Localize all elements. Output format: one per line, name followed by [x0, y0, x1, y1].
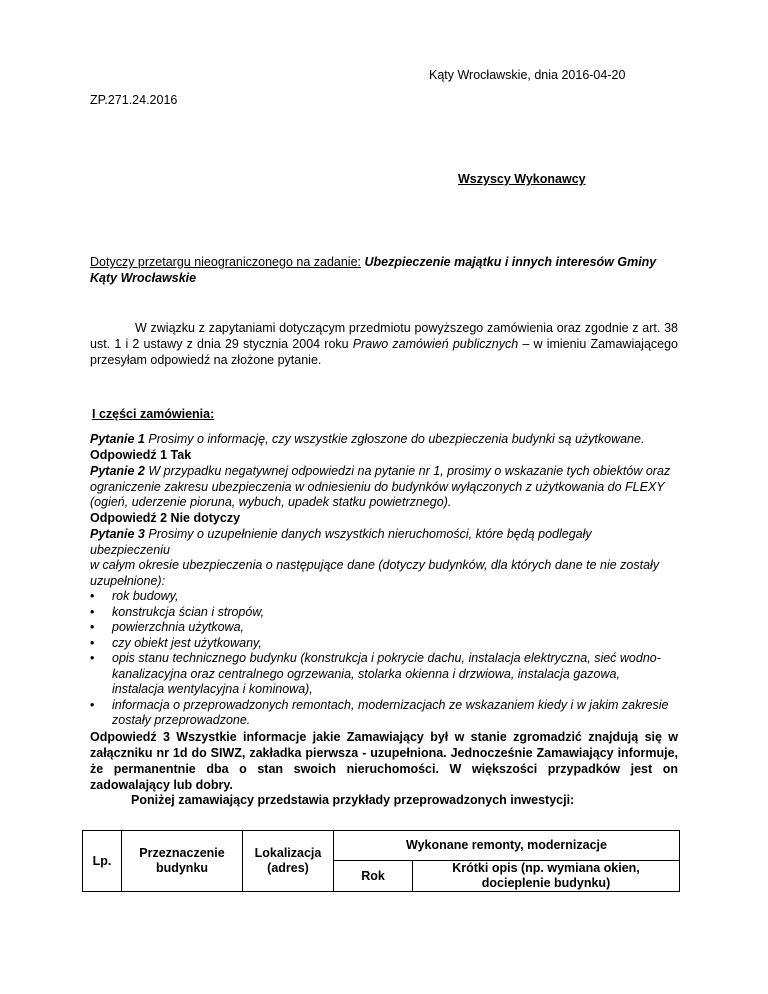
question-text: Prosimy o informację, czy wszystkie zgłoszone do ubezpieczenia budynki są użytkowane. [144, 432, 645, 446]
place-and-date: Kąty Wrocławskie, dnia 2016-04-20 [429, 68, 626, 82]
subject-line [90, 254, 680, 286]
list-item: • powierzchnia użytkowa, [90, 620, 245, 634]
list-item: • konstrukcja ścian i stropów, [90, 604, 265, 619]
list-item: • rok budowy, [90, 589, 179, 603]
question-1 [90, 432, 690, 463]
bullet: • [90, 589, 95, 603]
header-purpose: Przeznaczenie budynku [122, 831, 243, 892]
answer: Odpowiedź 1 Tak [90, 447, 192, 462]
subject-lead: Dotyczy przetargu nieograniczonego na zadanie: [90, 255, 362, 269]
addressee: Wszyscy Wykonawcy [458, 172, 586, 186]
question-text: W przypadku negatywnej odpowiedzi na pytanie nr 1, prosimy o wskazanie tych obiektów oraz ograniczenie zakresu ubezpieczenia w odniesieniu do budynków wyłączonych z użytkowania do FLEXY (ogień, uderzenie pioruna, wybuch, upadek statku powietrznego). [90, 464, 671, 509]
header-description: Krótki opis (np. wymiana okien, docieplenie budynku) [413, 861, 680, 892]
list-item: • informacja o przeprowadzonych remontach, modernizacjach ze wskazaniem kiedy i w jakim zakresie zostały przeprowadzone. [90, 697, 669, 727]
question-label: Pytanie 3 [90, 527, 145, 541]
header-lp: Lp. [83, 831, 122, 892]
question-text-continued: w całym okresie ubezpieczenia o następujące dane (dotyczy budynków, dla których dane te nie zostały uzupełnione): [90, 558, 660, 588]
list-item: • czy obiekt jest użytkowany, [90, 635, 262, 650]
bullet: • [90, 604, 95, 619]
question-text: Prosimy o uzupełnienie danych wszystkich nieruchomości, które będą podlegały ubezpieczeniu [90, 527, 592, 557]
intro-text-2: – w imieniu Zamawiającego przesyłam odpowiedź na złożone pytanie. [90, 337, 679, 367]
section-title: I części zamówienia: [92, 407, 215, 421]
question-2 [90, 464, 690, 526]
bullet: • [90, 620, 95, 634]
bullet: • [90, 697, 95, 712]
bullet: • [90, 651, 95, 665]
bullet: • [90, 635, 95, 650]
question-3 [90, 527, 690, 793]
list-item: • opis stanu technicznego budynku (konstrukcja i pokrycie dachu, instalacja elektryczna, sieć wodno-kanalizacyjna oraz centralnego ogrzewania, stolarka okienna i drzwiowa, instalacja gazowa, instalacja wentylacyjna i kominowa), [90, 651, 661, 696]
question-label: Pytanie 1 [90, 432, 145, 446]
header-year: Rok [334, 861, 413, 892]
requirements-list [90, 589, 670, 729]
header-renovations: Wykonane remonty, modernizacje [334, 831, 680, 861]
question-label: Pytanie 2 [90, 464, 145, 478]
answer: Odpowiedź 2 Nie dotyczy [90, 510, 241, 525]
reference-number: ZP.271.24.2016 [90, 93, 178, 107]
intro-law-name: Prawo zamówień publicznych [352, 337, 519, 351]
investments-table [82, 830, 680, 892]
subject-title: Ubezpieczenie majątku i innych interesów Gminy Kąty Wrocławskie [90, 255, 657, 285]
answer: Odpowiedź 3 Wszystkie informacje jakie Zamawiający był w stanie zgromadzić znajdują się w załączniku nr 1d do SIWZ, zakładka pierwsza - uzupełniona. Jednocześnie Zamawiający informuje, że permanentnie dba o stan swoich nieruchomości. W większości przypadków jest on zadowalający lub dobry. [90, 729, 678, 792]
intro-text-1: W związku z zapytaniami dotyczącym przedmiotu powyższego zamówienia oraz zgodnie z art. 38 ust. 1 i 2 ustawy z dnia 29 stycznia 2004 roku [90, 321, 678, 351]
table-intro: Poniżej zamawiający przedstawia przykłady przeprowadzonych inwestycji: [131, 793, 575, 807]
intro-paragraph [90, 320, 678, 368]
header-location: Lokalizacja (adres) [243, 831, 334, 892]
